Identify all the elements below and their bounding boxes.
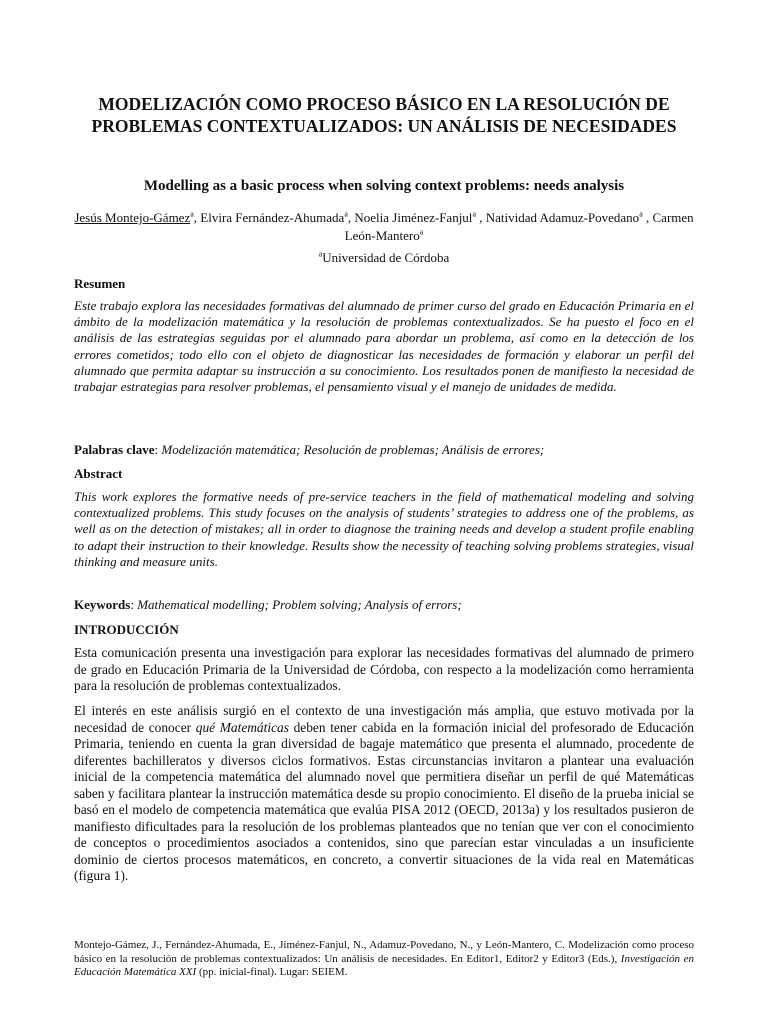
- intro-paragraph-1: Esta comunicación presenta una investigación para explorar las necesidades formativas del alumnado de primero de grado en Educación Primaria de la Universidad de Córdoba, con respecto a la modelización como herramienta para la resolución de problemas contextualizados.: [74, 645, 694, 693]
- author-name: Jesús Montejo-Gámez: [74, 210, 191, 225]
- affiliation: [74, 249, 694, 267]
- book-title: Investigación en Educación Matemática XXI: [74, 952, 694, 979]
- affiliation-marker: a: [472, 209, 476, 219]
- author-name: Elvira Fernández-Ahumada: [200, 210, 345, 225]
- intro-paragraph-2: El interés en este análisis surgió en el contexto de una investigación más amplia, que estuvo motivada por la necesidad de conocer qué Matemáticas deben tener cabida en la formación inicial del profesorado de Educación Primaria, teniendo en cuenta la gran diversidad de bagaje matemático que presenta el alumnado, procedente de diferentes bachilleratos y diversos ciclos formativos. Estas circunstancias invitaron a plantear una evaluación inicial de la competencia matemática del alumnado novel que permitiera diseñar un perfil de qué Matemáticas saben y facilitara plantear la instrucción matemática desde su propio conocimiento. El diseño de la prueba inicial se basó en el modelo de competencia matemática que evalúa PISA 2012 (OECD, 2013a) y los resultados pusieron de manifiesto dificultades para la resolución de los problemas planteados que no tenían que ver con el conocimiento de conceptos o procedimientos asociados a contenidos, sino que parecían estar vinculadas a un insuficiente dominio de ciertos procesos matemáticos, en concreto, a convertir situaciones de la vida real en Matemáticas (figura 1).: [74, 703, 694, 883]
- abstract-heading: Abstract: [74, 466, 123, 481]
- paper-subtitle-english: Modelling as a basic process when solving context problems: needs analysis: [143, 178, 625, 194]
- author-name: Natividad Adamuz-Povedano: [485, 210, 640, 225]
- introduccion-heading: INTRODUCCIÓN: [74, 622, 179, 637]
- palabras-clave: Palabras clave: Modelización matemática; Resolución de problemas; Análisis de errores;: [74, 442, 545, 457]
- affiliation-marker: a: [639, 209, 643, 219]
- resumen-heading: Resumen: [74, 276, 126, 291]
- abstract-text: This work explores the formative needs of pre-service teachers in the field of mathematical modeling and solving contextualized problems. This study focuses on the analysis of students’ strategies to address one of the problems, as well as on the detection of mistakes; all in order to diagnose the training needs and develop a student profile enabling to adapt their instruction to their knowledge. Results show the necessity of teaching solving problems strategies, visual thinking and measure units.: [74, 489, 694, 569]
- affiliation-marker: a: [318, 249, 323, 259]
- keywords-label: Keywords: [74, 597, 131, 612]
- keywords: Keywords: Mathematical modelling; Problem solving; Analysis of errors;: [74, 597, 462, 612]
- paper-title: MODELIZACIÓN COMO PROCESO BÁSICO EN LA RESOLUCIÓN DE PROBLEMAS CONTEXTUALIZADOS: UN ANÁLISIS DE NECESIDADES: [91, 94, 677, 136]
- affiliation-marker: a: [190, 209, 194, 219]
- palabras-clave-text: Modelización matemática; Resolución de problemas; Análisis de errores;: [161, 442, 545, 457]
- keywords-text: Mathematical modelling; Problem solving; Analysis of errors;: [137, 597, 462, 612]
- palabras-clave-label: Palabras clave: [74, 442, 155, 457]
- emphasis: qué Matemáticas: [195, 719, 289, 735]
- author-name: Noelia Jiménez-Fanjul: [354, 210, 473, 225]
- affiliation-name: Universidad de Córdoba: [322, 250, 450, 265]
- citation-footer: Montejo-Gámez, J., Fernández-Ahumada, E., Jiménez-Fanjul, N., Adamuz-Povedano, N., y León-Mantero, C. Modelización como proceso básico en la resolución de problemas contextualizados: Un análisis de necesidades. En Editor1, Editor2 y Editor3 (Eds.), Investigación en Educación Matemática XXI (pp. inicial-final). Lugar: SEIEM.: [74, 939, 694, 979]
- author-name: Carmen León-Mantero: [344, 210, 694, 243]
- affiliation-marker: a: [419, 227, 424, 237]
- author-list: Jesús Montejo-Gámez$^a$, Elvira Fernández-Ahumada$^a$, Noelia Jiménez-Fanjul$^a$ , Natividad Adamuz-Povedano$^a$ , Carmen León-Mantero$^a$: [74, 209, 694, 243]
- resumen-text: Este trabajo explora las necesidades formativas del alumnado de primer curso del grado en Educación Primaria en el ámbito de la modelización matemática y la resolución de problemas contextualizados. Se ha puesto el foco en el análisis de las estrategias seguidas por el alumnado para abordar un problema, así como en la detección de los errores cometidos; todo ello con el objeto de diagnosticar las necesidades de formación y elaborar un perfil del alumnado que permita adaptar su instrucción a su conocimiento. Los resultados ponen de manifiesto la necesidad de trabajar estrategias para resolver problemas, el pensamiento visual y el manejo de unidades de medida.: [74, 298, 694, 395]
- affiliation-marker: a: [344, 209, 348, 219]
